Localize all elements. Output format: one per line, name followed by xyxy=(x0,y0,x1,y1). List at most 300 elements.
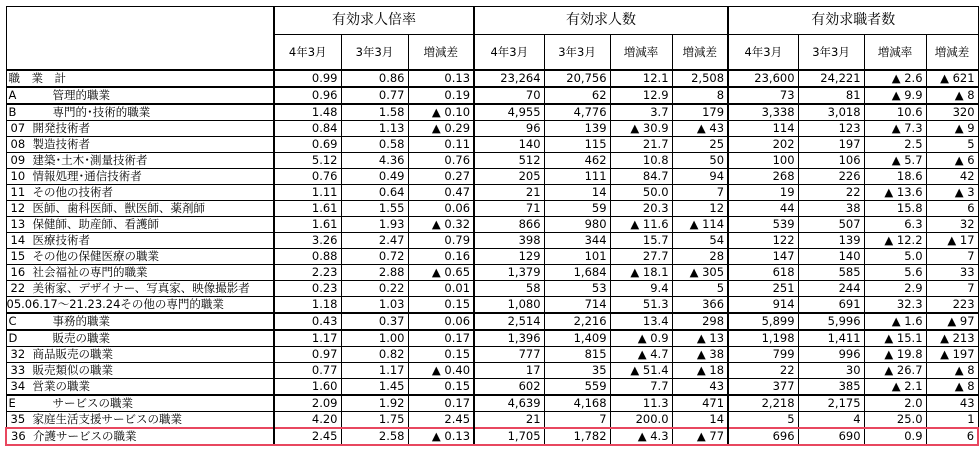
occupation-code: 10 xyxy=(10,169,26,183)
cell-openings-diff: ▲ 13 xyxy=(672,330,728,347)
cell-seekers-prev: 81 xyxy=(798,87,864,104)
occupation-label-cell xyxy=(6,104,274,121)
cell-seekers-prev: 507 xyxy=(798,217,864,233)
cell-seekers-rate: 2.5 xyxy=(864,137,926,153)
occupation-label-cell xyxy=(6,347,274,363)
occupation-label-cell xyxy=(6,185,274,201)
occupation-name: 保健師、助産師、看護師 xyxy=(32,217,159,231)
occupation-name: 医師、歯科医師、獣医師、薬剤師 xyxy=(32,201,205,215)
cell-openings-current: 23,264 xyxy=(474,70,544,87)
table-row xyxy=(6,330,978,347)
cell-ratio-current: 4.20 xyxy=(274,412,341,429)
cell-seekers-rate: 6.3 xyxy=(864,217,926,233)
table-row xyxy=(6,233,978,249)
cell-openings-current: 21 xyxy=(474,185,544,201)
cell-ratio-diff: 0.19 xyxy=(408,87,474,104)
occupation-code: 08 xyxy=(10,137,26,151)
occupation-label-cell xyxy=(6,201,274,217)
cell-seekers-diff: 42 xyxy=(926,169,978,185)
cell-openings-diff: 43 xyxy=(672,379,728,396)
cell-seekers-current: 2,218 xyxy=(728,395,798,412)
cell-seekers-prev: 197 xyxy=(798,137,864,153)
occupation-label-cell xyxy=(6,137,274,153)
occupation-code: 13 xyxy=(10,217,26,231)
cell-seekers-rate: 5.6 xyxy=(864,265,926,281)
cell-openings-prev: 559 xyxy=(544,379,610,396)
occupation-label-cell xyxy=(6,428,274,445)
cell-ratio-prev: 1.75 xyxy=(341,412,408,429)
cell-seekers-prev: 690 xyxy=(798,428,864,445)
cell-ratio-current: 0.96 xyxy=(274,87,341,104)
cell-ratio-current: 0.99 xyxy=(274,70,341,87)
cell-openings-prev: 714 xyxy=(544,297,610,314)
occupation-code: 36 xyxy=(11,429,26,443)
cell-seekers-diff: 32 xyxy=(926,217,978,233)
cell-openings-current: 70 xyxy=(474,87,544,104)
occupation-label-cell xyxy=(6,249,274,265)
cell-openings-prev: 344 xyxy=(544,233,610,249)
cell-openings-diff: 179 xyxy=(672,104,728,121)
header-group-ratio: 有効求人倍率 xyxy=(274,7,474,35)
cell-openings-prev: 4,168 xyxy=(544,395,610,412)
cell-openings-current: 129 xyxy=(474,249,544,265)
cell-openings-current: 1,379 xyxy=(474,265,544,281)
occupation-name: サービスの職業 xyxy=(52,396,133,410)
occupation-label-cell xyxy=(6,281,274,297)
cell-seekers-rate: 15.8 xyxy=(864,201,926,217)
cell-openings-diff: ▲ 114 xyxy=(672,217,728,233)
cell-openings-rate: 9.4 xyxy=(610,281,672,297)
cell-openings-diff: 14 xyxy=(672,412,728,429)
cell-seekers-rate: ▲ 26.7 xyxy=(864,363,926,379)
occupation-name: その他の保健医療の職業 xyxy=(32,249,159,263)
cell-openings-current: 4,955 xyxy=(474,104,544,121)
cell-ratio-prev: 1.03 xyxy=(341,297,408,314)
cell-ratio-prev: 1.93 xyxy=(341,217,408,233)
cell-openings-rate: 13.4 xyxy=(610,313,672,330)
cell-seekers-prev: 4 xyxy=(798,412,864,429)
cell-openings-prev: 115 xyxy=(544,137,610,153)
cell-openings-prev: 59 xyxy=(544,201,610,217)
occupation-name: 商品販売の職業 xyxy=(32,347,113,361)
cell-ratio-prev: 2.88 xyxy=(341,265,408,281)
table-row xyxy=(6,265,978,281)
cell-openings-rate: ▲ 4.7 xyxy=(610,347,672,363)
occupation-label-cell xyxy=(6,313,274,330)
table-row xyxy=(6,153,978,169)
cell-ratio-diff: ▲ 0.40 xyxy=(408,363,474,379)
cell-ratio-prev: 0.22 xyxy=(341,281,408,297)
cell-ratio-current: 5.12 xyxy=(274,153,341,169)
cell-openings-prev: 1,782 xyxy=(544,428,610,445)
cell-seekers-rate: 18.6 xyxy=(864,169,926,185)
cell-seekers-diff: ▲ 197 xyxy=(926,347,978,363)
cell-seekers-diff: 7 xyxy=(926,281,978,297)
cell-seekers-prev: 38 xyxy=(798,201,864,217)
occupation-label-cell xyxy=(6,412,274,429)
cell-openings-rate: 10.8 xyxy=(610,153,672,169)
cell-ratio-current: 3.26 xyxy=(274,233,341,249)
cell-openings-rate: 27.7 xyxy=(610,249,672,265)
cell-ratio-diff: ▲ 0.32 xyxy=(408,217,474,233)
cell-seekers-current: 114 xyxy=(728,121,798,137)
cell-seekers-rate: 0.9 xyxy=(864,428,926,445)
cell-openings-prev: 62 xyxy=(544,87,610,104)
cell-seekers-diff: 6 xyxy=(926,201,978,217)
cell-seekers-rate: 25.0 xyxy=(864,412,926,429)
header-ratio-diff: 増減差 xyxy=(408,35,474,71)
cell-openings-current: 602 xyxy=(474,379,544,396)
cell-ratio-current: 2.09 xyxy=(274,395,341,412)
cell-openings-rate: ▲ 18.1 xyxy=(610,265,672,281)
table-row xyxy=(6,201,978,217)
header-seekers-diff: 増減差 xyxy=(926,35,978,71)
occupation-label-cell xyxy=(6,363,274,379)
cell-seekers-current: 539 xyxy=(728,217,798,233)
cell-seekers-diff: 33 xyxy=(926,265,978,281)
cell-seekers-diff: 6 xyxy=(926,428,978,445)
cell-seekers-diff: 5 xyxy=(926,137,978,153)
cell-seekers-rate: 5.0 xyxy=(864,249,926,265)
cell-seekers-prev: 691 xyxy=(798,297,864,314)
table-row xyxy=(6,347,978,363)
cell-seekers-prev: 585 xyxy=(798,265,864,281)
occupation-name: 建築･土木･測量技術者 xyxy=(32,153,148,167)
cell-openings-current: 1,396 xyxy=(474,330,544,347)
cell-ratio-current: 1.18 xyxy=(274,297,341,314)
cell-ratio-prev: 0.49 xyxy=(341,169,408,185)
occupation-label-cell xyxy=(6,330,274,347)
cell-openings-diff: 5 xyxy=(672,281,728,297)
occupation-code: 11 xyxy=(10,185,26,199)
table-row xyxy=(6,363,978,379)
cell-seekers-rate: 10.6 xyxy=(864,104,926,121)
table-row xyxy=(6,395,978,412)
cell-ratio-prev: 2.58 xyxy=(341,428,408,445)
cell-openings-prev: 53 xyxy=(544,281,610,297)
cell-seekers-current: 73 xyxy=(728,87,798,104)
cell-seekers-current: 44 xyxy=(728,201,798,217)
cell-openings-diff: 7 xyxy=(672,185,728,201)
table-row xyxy=(6,281,978,297)
header-seekers-prev: 3年3月 xyxy=(798,35,864,71)
cell-openings-rate: 51.3 xyxy=(610,297,672,314)
cell-seekers-current: 3,338 xyxy=(728,104,798,121)
cell-ratio-diff: 0.47 xyxy=(408,185,474,201)
cell-openings-diff: ▲ 77 xyxy=(672,428,728,445)
occupation-name: 社会福祉の専門的職業 xyxy=(32,265,148,279)
cell-ratio-current: 0.43 xyxy=(274,313,341,330)
cell-seekers-current: 914 xyxy=(728,297,798,314)
cell-seekers-diff: ▲ 97 xyxy=(926,313,978,330)
header-ratio-prev: 3年3月 xyxy=(341,35,408,71)
occupation-label-cell xyxy=(6,217,274,233)
occupation-code: B xyxy=(8,105,17,119)
cell-seekers-prev: 996 xyxy=(798,347,864,363)
cell-openings-prev: 20,756 xyxy=(544,70,610,87)
header-openings-current: 4年3月 xyxy=(474,35,544,71)
cell-ratio-diff: 0.15 xyxy=(408,297,474,314)
occupation-name: 販売類似の職業 xyxy=(32,363,113,377)
cell-seekers-current: 251 xyxy=(728,281,798,297)
cell-ratio-prev: 0.72 xyxy=(341,249,408,265)
cell-openings-rate: ▲ 11.6 xyxy=(610,217,672,233)
cell-ratio-prev: 2.47 xyxy=(341,233,408,249)
occupation-name: 情報処理･通信技術者 xyxy=(32,169,142,183)
table-row xyxy=(6,137,978,153)
occupation-name: 職 業 計 xyxy=(8,71,66,85)
cell-seekers-prev: 22 xyxy=(798,185,864,201)
cell-openings-rate: 3.7 xyxy=(610,104,672,121)
cell-openings-diff: 28 xyxy=(672,249,728,265)
table-row xyxy=(6,87,978,104)
cell-openings-rate: ▲ 51.4 xyxy=(610,363,672,379)
cell-ratio-prev: 0.58 xyxy=(341,137,408,153)
cell-ratio-current: 0.23 xyxy=(274,281,341,297)
cell-seekers-prev: 385 xyxy=(798,379,864,396)
cell-ratio-diff: 0.13 xyxy=(408,70,474,87)
cell-ratio-current: 2.45 xyxy=(274,428,341,445)
cell-openings-rate: ▲ 0.9 xyxy=(610,330,672,347)
cell-seekers-prev: 106 xyxy=(798,153,864,169)
header-ratio-current: 4年3月 xyxy=(274,35,341,71)
occupation-code: A xyxy=(8,88,17,102)
cell-ratio-prev: 1.58 xyxy=(341,104,408,121)
occupation-name: その他の技術者 xyxy=(32,185,113,199)
occupation-label-cell xyxy=(6,233,274,249)
cell-seekers-prev: 24,221 xyxy=(798,70,864,87)
cell-openings-rate: 11.3 xyxy=(610,395,672,412)
cell-openings-diff: 2,508 xyxy=(672,70,728,87)
cell-seekers-prev: 139 xyxy=(798,233,864,249)
cell-ratio-prev: 0.64 xyxy=(341,185,408,201)
occupation-name: 家庭生活支援サービスの職業 xyxy=(32,412,182,426)
cell-ratio-current: 1.48 xyxy=(274,104,341,121)
header-openings-prev: 3年3月 xyxy=(544,35,610,71)
cell-ratio-diff: 0.15 xyxy=(408,379,474,396)
cell-ratio-current: 0.97 xyxy=(274,347,341,363)
table-row xyxy=(6,104,978,121)
cell-openings-rate: 12.9 xyxy=(610,87,672,104)
occupation-header-cell xyxy=(6,7,274,71)
occupation-name: 美術家、デザイナー、写真家、映像撮影者 xyxy=(32,281,250,295)
cell-openings-current: 71 xyxy=(474,201,544,217)
cell-seekers-rate: ▲ 12.2 xyxy=(864,233,926,249)
cell-seekers-rate: ▲ 2.6 xyxy=(864,70,926,87)
cell-openings-diff: 54 xyxy=(672,233,728,249)
cell-openings-prev: 35 xyxy=(544,363,610,379)
cell-seekers-current: 19 xyxy=(728,185,798,201)
cell-openings-rate: 84.7 xyxy=(610,169,672,185)
cell-ratio-prev: 0.37 xyxy=(341,313,408,330)
cell-openings-prev: 2,216 xyxy=(544,313,610,330)
cell-openings-rate: 12.1 xyxy=(610,70,672,87)
cell-seekers-diff: ▲ 8 xyxy=(926,87,978,104)
occupation-code: 34 xyxy=(10,379,26,393)
occupation-label-cell xyxy=(6,121,274,137)
cell-openings-diff: 471 xyxy=(672,395,728,412)
occupation-code: 35 xyxy=(10,412,26,426)
cell-ratio-prev: 1.17 xyxy=(341,363,408,379)
cell-openings-prev: 14 xyxy=(544,185,610,201)
occupation-name: 管理的職業 xyxy=(52,88,110,102)
cell-seekers-diff: 320 xyxy=(926,104,978,121)
header-group-openings: 有効求人数 xyxy=(474,7,728,35)
table-row xyxy=(6,169,978,185)
cell-ratio-current: 0.88 xyxy=(274,249,341,265)
occupation-code: 33 xyxy=(10,363,26,377)
cell-ratio-diff: 0.15 xyxy=(408,347,474,363)
job-statistics-table xyxy=(5,6,979,446)
table-body xyxy=(6,70,978,445)
cell-seekers-rate: ▲ 9.9 xyxy=(864,87,926,104)
cell-openings-prev: 980 xyxy=(544,217,610,233)
cell-seekers-diff: 7 xyxy=(926,249,978,265)
occupation-label-cell xyxy=(6,169,274,185)
cell-seekers-diff: ▲ 3 xyxy=(926,185,978,201)
cell-ratio-diff: 0.76 xyxy=(408,153,474,169)
table-row xyxy=(6,379,978,396)
cell-openings-current: 2,514 xyxy=(474,313,544,330)
cell-ratio-current: 0.77 xyxy=(274,363,341,379)
cell-seekers-diff: ▲ 9 xyxy=(926,121,978,137)
occupation-code: 15 xyxy=(10,249,26,263)
cell-openings-diff: 94 xyxy=(672,169,728,185)
cell-openings-prev: 1,684 xyxy=(544,265,610,281)
cell-ratio-current: 0.84 xyxy=(274,121,341,137)
cell-ratio-diff: 0.11 xyxy=(408,137,474,153)
cell-ratio-diff: 2.45 xyxy=(408,412,474,429)
header-group-seekers: 有効求職者数 xyxy=(728,7,978,35)
cell-seekers-rate: ▲ 2.1 xyxy=(864,379,926,396)
cell-openings-rate: 15.7 xyxy=(610,233,672,249)
cell-ratio-current: 1.61 xyxy=(274,201,341,217)
cell-seekers-current: 1,198 xyxy=(728,330,798,347)
occupation-code: 14 xyxy=(10,233,26,247)
cell-ratio-current: 2.23 xyxy=(274,265,341,281)
cell-seekers-diff: ▲ 17 xyxy=(926,233,978,249)
cell-seekers-diff: ▲ 8 xyxy=(926,379,978,396)
cell-openings-current: 866 xyxy=(474,217,544,233)
cell-openings-rate: 20.3 xyxy=(610,201,672,217)
occupation-name: 開発技術者 xyxy=(32,121,90,135)
cell-seekers-diff: 223 xyxy=(926,297,978,314)
cell-ratio-diff: 0.16 xyxy=(408,249,474,265)
cell-ratio-prev: 4.36 xyxy=(341,153,408,169)
cell-seekers-current: 5,899 xyxy=(728,313,798,330)
occupation-name: 05.06.17～21.23.24その他の専門的職業 xyxy=(6,297,224,311)
table-row xyxy=(6,185,978,201)
table-row xyxy=(6,412,978,429)
occupation-name: 専門的･技術的職業 xyxy=(52,105,151,119)
cell-seekers-current: 268 xyxy=(728,169,798,185)
cell-openings-current: 777 xyxy=(474,347,544,363)
occupation-code: 32 xyxy=(10,347,26,361)
cell-openings-rate: 200.0 xyxy=(610,412,672,429)
occupation-name: 販売の職業 xyxy=(52,331,110,345)
occupation-name: 医療技術者 xyxy=(32,233,90,247)
cell-openings-current: 17 xyxy=(474,363,544,379)
cell-seekers-diff: ▲ 6 xyxy=(926,153,978,169)
cell-seekers-prev: 2,175 xyxy=(798,395,864,412)
table-row xyxy=(6,297,978,314)
cell-seekers-rate: ▲ 15.1 xyxy=(864,330,926,347)
cell-openings-diff: 8 xyxy=(672,87,728,104)
cell-seekers-rate: ▲ 5.7 xyxy=(864,153,926,169)
cell-openings-diff: ▲ 18 xyxy=(672,363,728,379)
table-row xyxy=(6,428,978,445)
cell-seekers-current: 696 xyxy=(728,428,798,445)
occupation-label-cell xyxy=(6,379,274,396)
cell-seekers-rate: ▲ 7.3 xyxy=(864,121,926,137)
cell-openings-rate: ▲ 30.9 xyxy=(610,121,672,137)
table-row xyxy=(6,121,978,137)
cell-openings-prev: 101 xyxy=(544,249,610,265)
cell-openings-current: 58 xyxy=(474,281,544,297)
table-row xyxy=(6,217,978,233)
cell-ratio-prev: 1.00 xyxy=(341,330,408,347)
cell-ratio-prev: 1.92 xyxy=(341,395,408,412)
cell-ratio-prev: 1.13 xyxy=(341,121,408,137)
cell-seekers-rate: ▲ 19.8 xyxy=(864,347,926,363)
cell-openings-current: 512 xyxy=(474,153,544,169)
cell-ratio-diff: 0.27 xyxy=(408,169,474,185)
cell-openings-current: 21 xyxy=(474,412,544,429)
cell-seekers-diff: 1 xyxy=(926,412,978,429)
cell-openings-diff: 12 xyxy=(672,201,728,217)
occupation-code: D xyxy=(8,331,18,345)
cell-ratio-diff: 0.01 xyxy=(408,281,474,297)
table-row xyxy=(6,70,978,87)
table-row xyxy=(6,249,978,265)
cell-seekers-current: 147 xyxy=(728,249,798,265)
cell-seekers-prev: 226 xyxy=(798,169,864,185)
cell-seekers-rate: 2.0 xyxy=(864,395,926,412)
cell-ratio-diff: ▲ 0.10 xyxy=(408,104,474,121)
cell-seekers-prev: 1,411 xyxy=(798,330,864,347)
cell-openings-current: 398 xyxy=(474,233,544,249)
cell-openings-diff: ▲ 43 xyxy=(672,121,728,137)
cell-ratio-diff: 0.06 xyxy=(408,313,474,330)
cell-seekers-diff: ▲ 8 xyxy=(926,363,978,379)
cell-openings-current: 96 xyxy=(474,121,544,137)
cell-seekers-current: 799 xyxy=(728,347,798,363)
cell-seekers-current: 5 xyxy=(728,412,798,429)
cell-ratio-prev: 1.55 xyxy=(341,201,408,217)
cell-seekers-diff: ▲ 213 xyxy=(926,330,978,347)
table-row xyxy=(6,313,978,330)
cell-seekers-rate: 2.9 xyxy=(864,281,926,297)
cell-seekers-diff: ▲ 621 xyxy=(926,70,978,87)
occupation-code: C xyxy=(8,314,17,328)
cell-openings-diff: 298 xyxy=(672,313,728,330)
occupation-code: 12 xyxy=(10,201,26,215)
cell-openings-prev: 139 xyxy=(544,121,610,137)
cell-seekers-current: 23,600 xyxy=(728,70,798,87)
cell-ratio-diff: 0.17 xyxy=(408,330,474,347)
cell-ratio-current: 0.69 xyxy=(274,137,341,153)
cell-seekers-prev: 123 xyxy=(798,121,864,137)
cell-seekers-current: 618 xyxy=(728,265,798,281)
cell-openings-diff: ▲ 305 xyxy=(672,265,728,281)
cell-openings-current: 1,705 xyxy=(474,428,544,445)
cell-openings-rate: 50.0 xyxy=(610,185,672,201)
cell-ratio-prev: 1.45 xyxy=(341,379,408,396)
occupation-label-cell xyxy=(6,297,274,314)
cell-ratio-current: 0.76 xyxy=(274,169,341,185)
cell-openings-rate: 7.7 xyxy=(610,379,672,396)
occupation-code: 09 xyxy=(10,153,26,167)
